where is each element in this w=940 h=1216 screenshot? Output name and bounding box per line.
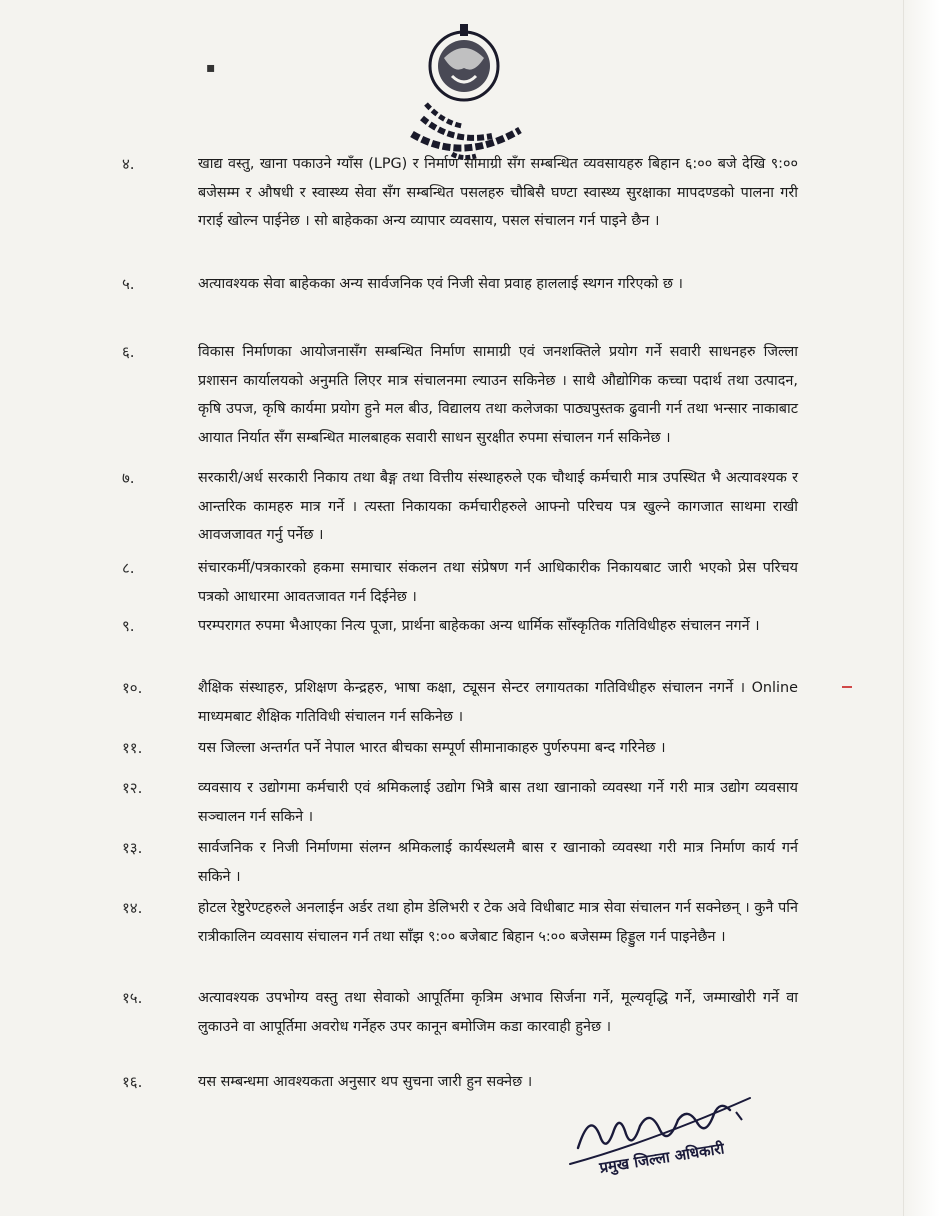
item-number: ५. — [122, 275, 135, 293]
item-text: सार्वजनिक र निजी निर्माणमा संलग्न श्रमिकलाई कार्यस्थलमै बास र खानाको व्यवस्था गरी मात्र निर्माण कार्य गर्न सकिने । — [198, 840, 798, 885]
item-text: खाद्य वस्तु, खाना पकाउने ग्याँस (LPG) र निर्माण सामाग्री सँग सम्बन्धित व्यवसायहरु बिहान ६:०० बजे देखि ९:०० बजेसम्म र औषधी र स्वास्थ्य सेवा सँग सम्बन्धित पसलहरु चौबिसै घण्टा स्वास्थ्य सुरक्षाका मापदण्डको पालना गरी गराई खोल्न पाईनेछ । सो बाहेकका अन्य व्यापार व्यवसाय, पसल संचालन गर्न पाइने छैन । — [198, 156, 798, 229]
item-text: विकास निर्माणका आयोजनासँग सम्बन्धित निर्माण सामाग्री एवं जनशक्तिले प्रयोग गर्ने सवारी साधनहरु जिल्ला प्रशासन कार्यालयको अनुमति लिएर मात्र संचालनमा ल्याउन सकिनेछ । साथै औद्योगिक कच्चा पदार्थ तथा उत्पादन, कृषि उपज, कृषि कार्यमा प्रयोग हुने मल बीउ, विद्यालय तथा कलेजका पाठ्यपुस्तक ढुवानी गर्न तथा भन्सार नाकाबाट आयात निर्यात सँग सम्बन्धित मालबाहक सवारी साधन सुरक्षीत रुपमा संचालन गर्न सकिनेछ । — [198, 344, 798, 446]
item-text: परम्परागत रुपमा भैआएका नित्य पूजा, प्रार्थना बाहेकका अन्य धार्मिक साँस्कृतिक गतिविधीहरु संचालन नगर्ने । — [198, 618, 760, 634]
item-number: ९. — [122, 617, 135, 635]
red-mark — [842, 686, 852, 688]
item-text: यस सम्बन्धमा आवश्यकता अनुसार थप सुचना जारी हुन सक्नेछ । — [198, 1074, 533, 1090]
item-number: १२. — [122, 779, 143, 797]
item-number: ४. — [122, 155, 135, 173]
item-number: ८. — [122, 559, 135, 577]
item-number: १३. — [122, 839, 143, 857]
item-number: १४. — [122, 899, 143, 917]
item-number: १५. — [122, 989, 143, 1007]
item-text: संचारकर्मी/पत्रकारको हकमा समाचार संकलन तथा संप्रेषण गर्न आधिकारीक निकायबाट जारी भएको प्रेस परिचय पत्रको आधारमा आवतजावत गर्न दिईनेछ । — [198, 560, 798, 605]
item-text: अत्यावश्यक सेवा बाहेकका अन्य सार्वजनिक एवं निजी सेवा प्रवाह हाललाई स्थगन गरिएको छ । — [198, 276, 683, 292]
item-text: शैक्षिक संस्थाहरु, प्रशिक्षण केन्द्रहरु, भाषा कक्षा, ट्यूसन सेन्टर लगायतका गतिविधीहरु संचालन नगर्ने । Online माध्यमबाट शैक्षिक गतिविधी संचालन गर्न सकिनेछ । — [198, 680, 798, 725]
item-text: होटल रेष्टुरेण्टहरुले अनलाईन अर्डर तथा होम डेलिभरी र टेक अवे विधीबाट मात्र सेवा संचालन गर्न सक्नेछन् । कुनै पनि रात्रीकालिन व्यवसाय संचालन गर्न तथा साँझ ९:०० बजेबाट बिहान ५:०० बजेसम्म हिड्डुल गर्न पाइनेछैन । — [198, 900, 798, 945]
item-text: व्यवसाय र उद्योगमा कर्मचारी एवं श्रमिकलाई उद्योग भित्रै बास तथा खानाको व्यवस्था गर्ने गरी मात्र उद्योग व्यवसाय सञ्चालन गर्न सकिने । — [198, 780, 798, 825]
item-text: सरकारी/अर्ध सरकारी निकाय तथा बैङ्ग तथा वित्तीय संस्थाहरुले एक चौथाई कर्मचारी मात्र उपस्थित भै अत्यावश्यक र आन्तरिक कामहरु मात्र गर्ने । त्यस्ता निकायका कर्मचारीहरुले आफ्नो परिचय पत्र खुल्ने कागजात साथमा राखी आवजजावत गर्नु पर्नेछ । — [198, 470, 798, 543]
stray-mark: ▪ — [206, 60, 216, 76]
item-number: १६. — [122, 1073, 143, 1091]
signatory-designation: प्रमुख जिल्ला अधिकारी — [598, 1139, 726, 1177]
item-number: ११. — [122, 739, 143, 757]
item-text: अत्यावश्यक उपभोग्य वस्तु तथा सेवाको आपूर्तिमा कृत्रिम अभाव सिर्जना गर्ने, मूल्यवृद्धि गर्ने, जम्माखोरी गर्ने वा लुकाउने वा आपूर्तिमा अवरोध गर्नेहरु उपर कानून बमोजिम कडा कारवाही हुनेछ । — [198, 990, 798, 1035]
item-text: यस जिल्ला अन्तर्गत पर्ने नेपाल भारत बीचका सम्पूर्ण सीमानाकाहरु पुर्णरुपमा बन्द गरिनेछ । — [198, 740, 666, 756]
item-number: ७. — [122, 469, 135, 487]
item-number: १०. — [122, 679, 143, 697]
item-number: ६. — [122, 343, 135, 361]
